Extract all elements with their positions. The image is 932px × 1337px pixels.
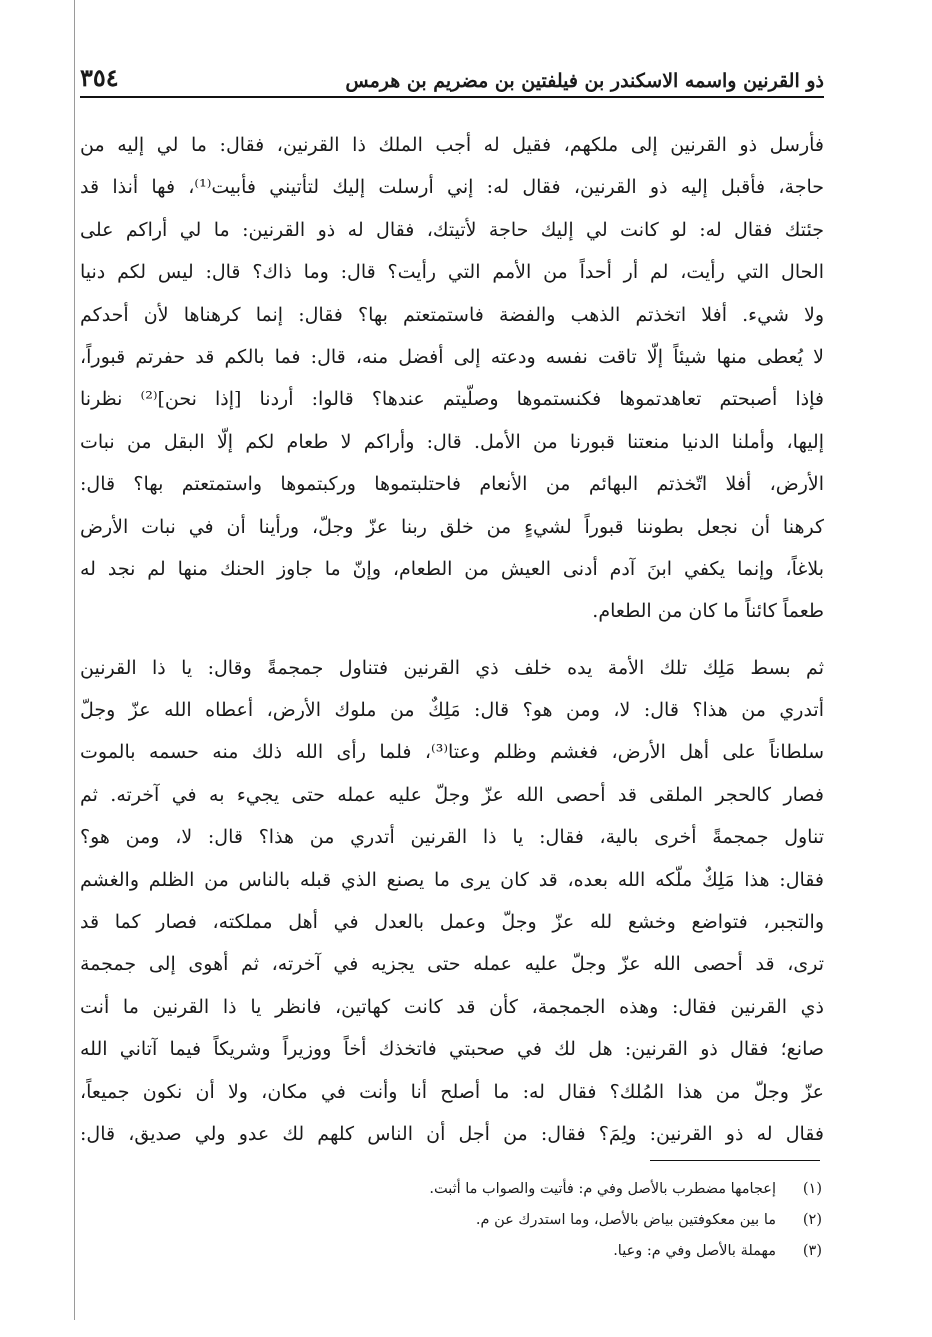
text-line: فصار كالحجر الملقى قد أحصى الله عزّ وجلّ عليه عمله حتى يجيء به في آخرته. ثم <box>80 783 824 806</box>
footnote-number: (٣) <box>802 1243 822 1259</box>
main-text <box>80 124 824 1155</box>
footnote-text: مهملة بالأصل وفي م: وعيا. <box>613 1243 776 1259</box>
text-line: ثم بسط مَلِك تلك الأمة يده خلف ذي القرنين فتناول جمجمةً وقال: يا ذا القرنين <box>80 656 824 679</box>
text-line: والتجبر، فتواضع وخشع لله عزّ وجلّ وعمل بالعدل في أهل مملكته، فصار كما قد <box>80 911 824 934</box>
text-line: ترى، قد أحصى الله عزّ وجلّ عليه عمله حتى يجزيه في آخرته، ثم أهوى إلى جمجمة <box>80 953 824 976</box>
text-line: أتدري من هذا؟ قال: لا، ومن هو؟ قال: مَلِكٌ من ملوك الأرض، أعطاه الله عزّ وجلّ <box>80 699 824 722</box>
footnote-divider <box>650 1160 820 1161</box>
text-line: ولا شيء. أفلا اتخذتم الذهب والفضة فاستمتعتم بها؟ فقال: إنما كرهناها لأن أحدكم <box>80 303 824 326</box>
footnote-text: ما بين معكوفتين بياض بالأصل، وما استدرك عن م. <box>475 1212 776 1228</box>
text-line: فقال: هذا مَلِكٌ ملّكه الله بعده، قد كان يرى ما يصنع الذي قبله بالناس من الظلم والغشم <box>80 868 824 891</box>
text-line: سلطاناً على أهل الأرض، فغشم وظلم وعتا⁽³⁾، فلما رأى الله ذلك منه حسمه بالموت <box>80 741 824 764</box>
text-line: إليها، وأملنا الدنيا منعتنا قبورنا من الأمل. قال: وأراكم لا طعام لكم إلّا البقل من نبات <box>80 430 824 453</box>
text-line: صانع؛ فقال ذو القرنين: هل لك في صحبتي فاتخذك أخاً ووزيراً وشريكاً فيما آتاني الله <box>80 1038 824 1061</box>
footnotes <box>202 1174 822 1267</box>
text-line: الأرض، أفلا اتّخذتم البهائم من الأنعام فاحتلبتموها وركبتموها واستمتعتم بها؟ قال: <box>80 473 824 496</box>
text-line: فإذا أصبحتم تعاهدتموها فكنستموها وصلّيتم عندها؟ قالوا: أردنا [إذا نحن]⁽²⁾ نظرنا <box>80 388 824 411</box>
footnote <box>202 1205 822 1236</box>
text-line: فقال له ذو القرنين: ولِمَ؟ فقال: من أجل أن الناس كلهم لك عدو ولي صديق، قال: <box>80 1122 824 1145</box>
footnote <box>202 1236 822 1267</box>
text-line: كرهنا أن نجعل بطوننا قبوراً لشيءٍ من خلق ربنا عزّ وجلّ، ورأينا أن في نبات الأرض <box>80 515 824 538</box>
page-header <box>80 58 824 98</box>
page-edge-rule <box>74 0 75 1320</box>
running-title: ذو القرنين واسمه الاسكندر بن فيلفتين بن مضريم بن هرمس <box>345 70 824 92</box>
text-line: حاجة، فأقبل إليه ذو القرنين، فقال له: إني أرسلت إليك لتأتيني فأبيت⁽¹⁾، فها أنذا قد <box>80 176 824 199</box>
page-number: ٣٥٤ <box>80 63 119 92</box>
text-line: الحال التي رأيت، لم أر أحداً من الأمم التي رأيت؟ قال: وما ذاك؟ قال: ليس لكم دنيا <box>80 261 824 284</box>
text-line: ذي القرنين فقال: وهذه الجمجمة، كأن قد كانت كهاتين، فانظر يا ذا القرنين ما أنت <box>80 995 824 1018</box>
text-line: طعماً كائناً ما كان من الطعام. <box>592 600 824 623</box>
paragraph-2 <box>80 647 824 1156</box>
footnote-number: (٢) <box>802 1212 822 1228</box>
text-line: لا يُعطى منها شيئاً إلّا تاقت نفسه ودعته إلى أفضل منه، قال: فما بالكم قد حفرتم قبوراً، <box>80 345 824 368</box>
text-line: فأرسل ذو القرنين إلى ملكهم، فقيل له أجب الملك ذا القرنين، فقال: ما لي إليه من <box>80 134 824 156</box>
text-line: عزّ وجلّ من هذا المُلك؟ فقال له: ما أصلح أنا وأنت في مكان، ولا أن نكون جميعاً، <box>80 1080 824 1103</box>
text-line: بلاغاً، وإنما يكفي ابنَ آدم أدنى العيش من الطعام، وإنّ ما جاوز الحنك منها لم نجد له <box>80 557 824 580</box>
footnote <box>202 1174 822 1205</box>
paragraph-1 <box>80 124 824 633</box>
text-line: تناول جمجمةً أخرى بالية، فقال: يا ذا القرنين أتدري من هذا؟ قال: لا، ومن هو؟ <box>80 826 824 849</box>
footnote-text: إعجامها مضطرب بالأصل وفي م: فأتيت والصواب ما أثبت. <box>429 1181 776 1197</box>
footnote-number: (١) <box>802 1181 822 1197</box>
text-line: جئتك فقال له: لو كانت لي إليك حاجة لأتيتك، فقال له ذو القرنين: ما لي أراكم على <box>80 218 824 241</box>
